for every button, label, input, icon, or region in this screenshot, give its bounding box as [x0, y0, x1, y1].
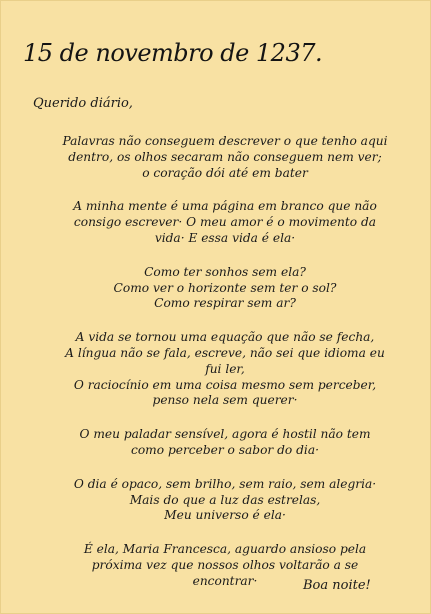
poem-line: penso nela sem querer· [152, 393, 298, 408]
poem-line: vida· E essa vida é ela· [154, 230, 296, 245]
poem-line: consigo escrever· O meu amor é o movimento da [73, 215, 377, 230]
poem-line: É ela, Maria Francesca, aguardo ansioso pela [83, 542, 367, 557]
poem-line: como perceber o sabor do dia· [131, 442, 319, 457]
poem-line: o coração dói até em bater [142, 165, 308, 180]
diary-date-title: 15 de novembro de 1237. [23, 39, 323, 67]
poem-line: Como ver o horizonte sem ter o sol? [113, 280, 337, 295]
poem-line: O meu paladar sensível, agora é hostil não tem [79, 427, 371, 442]
poem-line: Palavras não conseguem descrever o que tenho aqui [62, 134, 388, 148]
stanza-1 [45, 134, 405, 181]
poem-line: dentro, os olhos secaram não conseguem nem ver; [68, 149, 382, 164]
stanza-3 [45, 265, 405, 312]
poem-line: Como respirar sem ar? [154, 296, 296, 311]
diary-body [45, 134, 405, 608]
stanza-5 [45, 427, 405, 459]
poem-line: A minha mente é uma página em branco que não [73, 199, 377, 214]
stanza-6 [45, 477, 405, 524]
poem-line: Como ter sonhos sem ela? [144, 264, 306, 279]
poem-line: O dia é opaco, sem brilho, sem raio, sem alegria· [73, 476, 377, 491]
poem-line: próxima vez que nossos olhos voltarão a se [91, 557, 359, 572]
diary-closing: Boa noite! [303, 578, 371, 593]
poem-line: fui ler, [205, 361, 245, 376]
poem-line: A vida se tornou uma equação que não se fecha, [75, 330, 375, 345]
diary-greeting: Querido diário, [33, 96, 133, 111]
poem-line: encontrar· [192, 573, 258, 588]
stanza-4 [45, 330, 405, 409]
poem-line: Meu universo é ela· [164, 508, 286, 523]
poem-line: Mais do que a luz das estrelas, [129, 492, 321, 507]
stanza-2 [45, 199, 405, 246]
poem-line: A língua não se fala, escreve, não sei que idioma eu [65, 345, 385, 360]
poem-line: O raciocínio em uma coisa mesmo sem perceber, [73, 377, 377, 392]
